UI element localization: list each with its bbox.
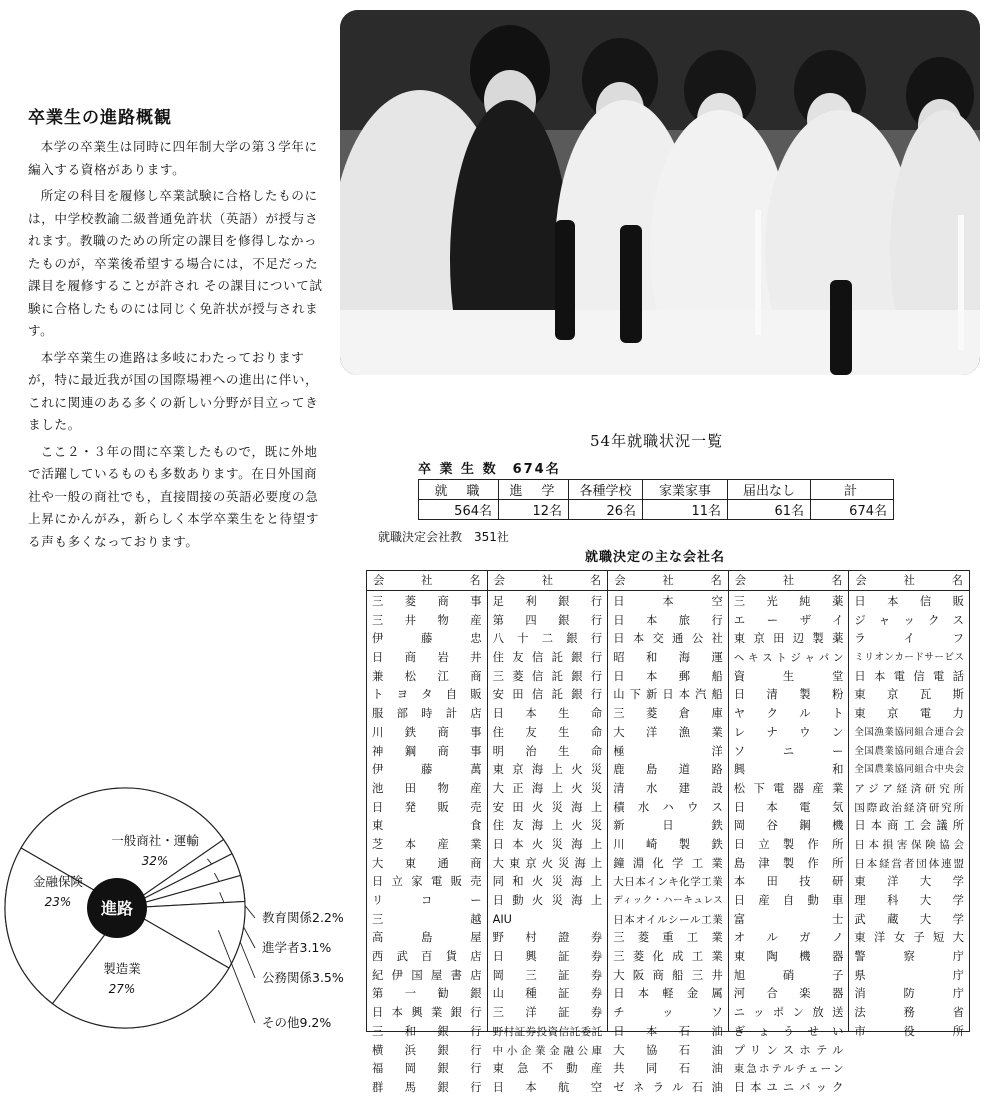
company-name: 日本興業銀行 [372, 1006, 482, 1020]
photo-illustration [340, 10, 980, 375]
company-list [488, 591, 608, 1098]
company-name: 東京瓦斯 [854, 688, 964, 702]
company-name: 岡谷鋼機 [733, 819, 844, 833]
company-name: 新日鉄 [613, 819, 723, 833]
employment-stats-table [418, 479, 894, 520]
company-name: 日商岩井 [372, 651, 482, 665]
company-name: 資生堂 [733, 669, 844, 683]
pie-slice-label: その他9.2% [262, 1015, 332, 1030]
company-name: 川鉄商事 [372, 725, 482, 739]
company-name: 野村證券 [492, 931, 603, 945]
stats-value-cell: 674名 [811, 500, 894, 520]
company-name: AIU [492, 912, 512, 926]
employment-title: 54年就職状況一覧 [590, 432, 724, 450]
company-name: 日本経営者団体連盟 [854, 857, 964, 870]
company-name: 警察庁 [854, 950, 964, 964]
company-name: 安田火災海上 [492, 800, 603, 814]
company-name: 八十二銀行 [492, 632, 603, 646]
company-name: 大洋漁業 [613, 725, 723, 739]
company-name: 全国漁業協同組合連合会 [854, 726, 964, 738]
stats-header-cell: 届出なし [728, 480, 811, 500]
company-name: プリンスホテル [733, 1043, 844, 1057]
company-name: 河合楽器 [733, 987, 844, 1001]
company-name: 法務省 [854, 1006, 964, 1020]
company-name: 積水ハウス [613, 800, 723, 814]
company-name: 日本商工会議所 [854, 819, 964, 833]
company-name: 興和 [733, 763, 844, 777]
company-name: 鹿島道路 [613, 763, 723, 777]
company-name: 住友海上火災 [492, 819, 603, 833]
company-name: 三井物産 [372, 613, 482, 627]
company-name: 三越 [372, 912, 482, 926]
company-name: 第一勧銀 [372, 987, 482, 1001]
company-name: 日本信販 [854, 595, 964, 608]
company-list [608, 591, 728, 1098]
company-name: 三菱倉庫 [613, 707, 723, 721]
company-name: 消防庁 [854, 987, 964, 1001]
company-name: 日立製作所 [733, 837, 844, 851]
company-name: 三洋証券 [492, 1006, 603, 1020]
company-name: 旭硝子 [733, 968, 844, 982]
company-name: 大阪商船三井 [613, 968, 723, 982]
company-column [729, 571, 850, 1094]
company-name: 三和銀行 [372, 1024, 482, 1038]
stats-header-cell: 各種学校 [569, 480, 643, 500]
company-table [366, 570, 970, 1094]
company-name: 日本旅行 [613, 613, 723, 627]
company-name: 池田物産 [372, 781, 482, 795]
company-name: 伊藤萬 [372, 763, 482, 777]
company-name: 日本生命 [492, 707, 603, 721]
stats-value-cell: 26名 [569, 500, 643, 520]
company-name: 日本空 [613, 595, 723, 608]
company-count: 就職決定会社教 351社 [378, 530, 509, 544]
company-name: 高島屋 [372, 931, 482, 945]
company-name: ミリオンカードサービス [854, 652, 964, 664]
company-name: ヤクルト [733, 707, 844, 721]
pie-slice-value: 27% [108, 982, 136, 996]
company-name: 東京田辺製薬 [733, 632, 844, 646]
company-list [729, 591, 849, 1098]
company-name: 明治生命 [492, 744, 603, 758]
company-name: 三菱化成工業 [613, 950, 723, 964]
company-name: 住友信託銀行 [492, 651, 603, 665]
company-name: 日興証券 [492, 950, 603, 964]
company-name: 松下電器産業 [733, 781, 844, 795]
company-name: 中小企業金融公庫 [492, 1044, 603, 1057]
intro-paragraph-1: 本学の卒業生は同時に四年制大学の第３学年に編入する資格があります。 [28, 139, 318, 177]
company-name: 国際政治経済研究所 [854, 801, 964, 814]
company-name: チッソ [613, 1006, 723, 1020]
stats-value-cell: 564名 [419, 500, 499, 520]
pie-slice-value: 32% [141, 854, 169, 868]
stats-value-row [419, 500, 894, 520]
company-name: 日産自動車 [733, 894, 844, 907]
company-name: 日動火災海上 [492, 894, 603, 907]
company-name: 日本郵船 [613, 669, 723, 683]
company-name: レナウン [733, 725, 844, 739]
company-name: 山種証券 [492, 987, 603, 1001]
company-name: 共同石油 [613, 1062, 723, 1076]
stats-header-cell: 進 学 [499, 480, 569, 500]
company-name: 福岡銀行 [372, 1062, 482, 1076]
company-name: 大東京火災海上 [492, 856, 603, 870]
company-name: 全国農業協同組合連合会 [854, 745, 964, 757]
company-name: 大東通商 [372, 856, 482, 870]
graduation-party-photo [340, 10, 980, 375]
company-name: 三菱重工業 [613, 931, 723, 945]
career-pie-chart [0, 770, 360, 1040]
company-name: 日本石油 [613, 1024, 723, 1038]
company-name: 武蔵大学 [854, 912, 964, 926]
company-name: 鐘淵化学工業 [613, 856, 723, 870]
stats-header-row [419, 480, 894, 500]
company-name: 全国農業協同組合中央会 [854, 764, 964, 776]
pie-center-label: 進路 [100, 899, 134, 918]
graduate-count: 卒 業 生 数 674名 [418, 462, 561, 477]
company-name: 東京海上火災 [492, 763, 603, 777]
company-name: ジャックス [854, 613, 964, 627]
company-name: 紀伊国屋書店 [372, 968, 482, 982]
company-name: 東急ホテルチェーン [733, 1063, 844, 1076]
company-name: 本田技研 [733, 875, 844, 889]
company-name: 昭和海運 [613, 651, 723, 665]
company-name: 川崎製鉄 [613, 837, 723, 851]
intro-paragraph-3: 本学卒業生の進路は多岐にわたっておりますが，特に最近我が国の国際場裡への進出に伴い，これに関連のある多くの新しい分野が目立ってきました。 [28, 349, 319, 432]
stats-value-cell: 11名 [643, 500, 728, 520]
column-header: 会社名 [608, 571, 728, 591]
company-name: ニッポン放送 [733, 1006, 844, 1020]
company-name: 日本ユニバック [733, 1080, 844, 1094]
section-heading: 卒業生の進路概観 [28, 108, 172, 128]
company-name: ヘキストジャパン [733, 652, 844, 665]
company-name: 岡三証券 [492, 968, 603, 982]
company-name: 日本軽金属 [613, 987, 723, 1001]
company-name: 第四銀行 [492, 613, 603, 627]
company-name: トヨタ自販 [372, 688, 482, 702]
company-name: ソニー [733, 744, 844, 758]
company-name: オルガノ [733, 931, 844, 945]
company-name: 日発販売 [372, 800, 482, 814]
company-name: 日本電信電話 [854, 669, 964, 683]
company-name: 東洋女子短大 [854, 931, 964, 945]
intro-paragraph-4: ここ２・３年の間に卒業したもので，既に外地で活躍しているものも多数あります。在日外国商社や一般の商社でも，直接間接の英語必要度の急上昇にかんがみ，新らしく本学卒業生をと待望する声も多くなっております。 [28, 443, 320, 549]
company-name: 群馬銀行 [372, 1080, 482, 1094]
company-name: 西武百貨店 [372, 950, 482, 964]
company-name: 島津製作所 [733, 856, 844, 870]
company-name: 理科大学 [854, 894, 964, 907]
company-name: ディック・ハーキュレス [613, 895, 723, 906]
stats-value-cell: 61名 [728, 500, 811, 520]
company-name: 東京電力 [854, 707, 964, 721]
company-name: 東急不動産 [492, 1062, 603, 1076]
column-header: 会社名 [729, 571, 849, 591]
company-column [608, 571, 729, 1094]
company-name: 日清製粉 [733, 688, 844, 702]
company-list [367, 591, 487, 1098]
company-name: 安田信託銀行 [492, 688, 603, 702]
company-name: 大協石油 [613, 1043, 723, 1057]
stats-header-cell: 就 職 [419, 480, 499, 500]
company-name: 大日本インキ化学工業 [613, 876, 723, 889]
company-name: 富士 [733, 912, 844, 926]
company-name: 三菱商事 [372, 595, 482, 608]
company-column [488, 571, 609, 1094]
company-name: リコー [372, 894, 482, 907]
company-name: 清水建設 [613, 781, 723, 795]
pie-slice-label: 教育関係2.2% [262, 910, 344, 925]
company-name: 東洋大学 [854, 875, 964, 889]
company-name: 日本オイルシール工業 [613, 913, 723, 926]
company-name: 東食 [372, 819, 482, 833]
pie-slice-label: 一般商社・運輸 [111, 833, 199, 848]
company-name: 芝本産業 [372, 837, 482, 851]
column-header: 会社名 [367, 571, 487, 591]
stats-header-cell: 家業家事 [643, 480, 728, 500]
company-name: 服部時計店 [372, 707, 482, 721]
pie-slice-value: 23% [44, 895, 72, 909]
company-name: エーザイ [733, 613, 844, 627]
column-header: 会社名 [849, 571, 969, 591]
column-header: 会社名 [488, 571, 608, 591]
company-name: アジア経済研究所 [854, 782, 964, 795]
company-name: 神鋼商事 [372, 744, 482, 758]
company-name: ぎょうせい [733, 1024, 844, 1038]
intro-text [28, 136, 328, 557]
company-list [849, 591, 969, 1042]
company-name: ライフ [854, 632, 964, 646]
company-name: ゼネラル石油 [613, 1080, 723, 1094]
company-name: 山下新日本汽船 [613, 688, 723, 702]
company-name: 日立家電販売 [372, 875, 482, 889]
company-name: 県庁 [854, 968, 964, 982]
stats-header-cell: 計 [811, 480, 894, 500]
company-name: 兼松江商 [372, 669, 482, 683]
pie-slice-label: 公務関係3.5% [262, 970, 344, 985]
company-name: 三光純薬 [733, 595, 844, 608]
company-name: 伊藤忠 [372, 632, 482, 646]
company-name: 市役所 [854, 1024, 964, 1038]
company-name: 日本交通公社 [613, 632, 723, 646]
company-name: 三菱信託銀行 [492, 669, 603, 683]
company-name: 足利銀行 [492, 595, 603, 608]
intro-paragraph-2: 所定の科目を履修し卒業試験に合格したものには，中学校教諭二級普通免許状（英語）が授与されます。教職のための所定の課目を修得しなかったものが，卒業後希望する場合には，不足だった課目を履修することが許され その課目について試験に合格したものには同じく免許状が授与されます。 [28, 188, 323, 338]
company-name: 日本航空 [492, 1080, 603, 1094]
company-name: 東陶機器 [733, 950, 844, 964]
company-name: 同和火災海上 [492, 875, 603, 889]
company-name: 日本損害保険協会 [854, 838, 964, 851]
company-name: 極洋 [613, 744, 723, 758]
company-name: 大正海上火災 [492, 781, 603, 795]
company-name: 日本火災海上 [492, 837, 603, 851]
company-column [849, 571, 969, 1038]
company-name: 野村証券投資信託委託 [492, 1025, 603, 1038]
pie-slice-label: 製造業 [103, 961, 141, 976]
company-name: 住友生命 [492, 725, 603, 739]
pie-slice-label: 進学者3.1% [262, 940, 332, 955]
company-name: 日本電気 [733, 800, 844, 814]
company-column [367, 571, 488, 1094]
pie-slice-label: 金融保険 [32, 874, 84, 889]
stats-value-cell: 12名 [499, 500, 569, 520]
companies-title: 就職決定の主な会社名 [585, 550, 726, 565]
company-name: 横浜銀行 [372, 1043, 482, 1057]
